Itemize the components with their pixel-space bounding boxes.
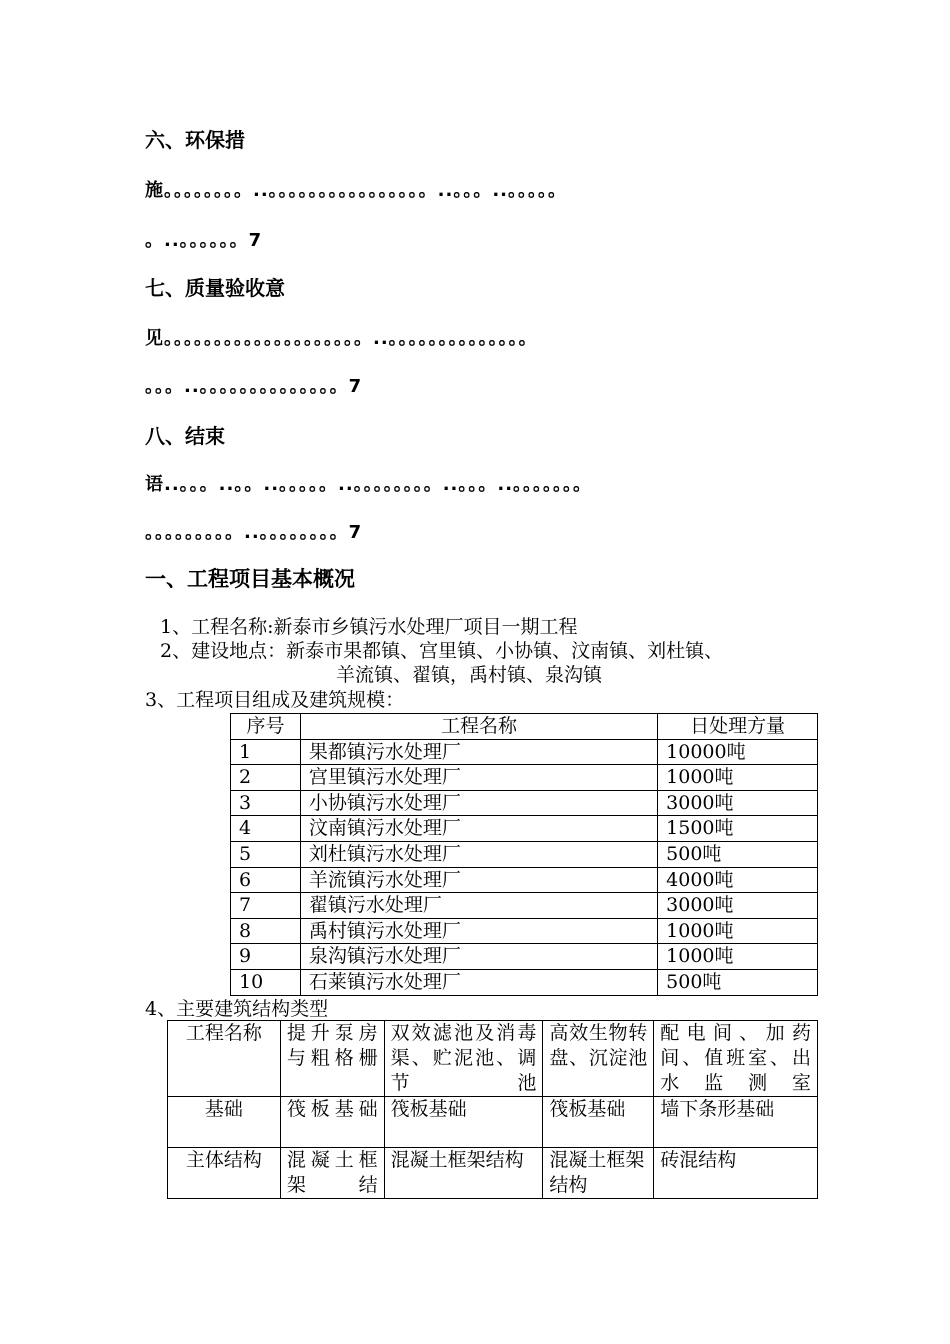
row-number: 7	[231, 893, 301, 919]
row-number: 1	[231, 739, 301, 765]
daily-capacity: 3000吨	[658, 790, 818, 816]
scale-table	[230, 713, 818, 996]
daily-capacity: 1000吨	[658, 918, 818, 944]
toc-leader-7b: 。。。..。。。。。。。。。。。。。。7	[145, 376, 363, 397]
item-composition: 3、工程项目组成及建筑规模：	[145, 689, 405, 711]
toc-title-8: 八、结束	[145, 424, 225, 448]
daily-capacity: 1500吨	[658, 816, 818, 842]
row-number: 4	[231, 816, 301, 842]
plant-name: 羊流镇污水处理厂	[300, 867, 657, 893]
toc-leader-8b: 。。。。。。。。。..。。。。。。。。7	[145, 522, 363, 543]
table-row	[231, 867, 818, 893]
daily-capacity: 1000吨	[658, 765, 818, 791]
item-structure-types: 4、主要建筑结构类型	[145, 998, 329, 1020]
row-number: 5	[231, 841, 301, 867]
item-project-name: 1、工程名称:新泰市乡镇污水处理厂项目一期工程	[160, 616, 578, 638]
table-header-row	[231, 714, 818, 740]
table-cell: 筏板基础	[384, 1097, 543, 1148]
table-cell: 墙下条形基础	[654, 1097, 818, 1148]
table-cell: 配电间、加药间、值班室、出水监测室	[654, 1021, 818, 1097]
table-row	[168, 1148, 818, 1199]
table-row	[231, 765, 818, 791]
col-header-name: 工程名称	[300, 714, 657, 740]
table-cell: 筏板基础	[280, 1097, 384, 1148]
toc-leader-6a: 施。。。。。。。。..。。。。。。。。。。。。。。。。..。。。..。。。。。	[145, 180, 568, 201]
toc-leader-7a: 见。。。。。。。。。。。。。。。。。。。。..。。。。。。。。。。。。。。	[145, 328, 538, 349]
toc-title-7: 七、质量验收意	[145, 276, 285, 300]
table-cell: 混凝土框架结构	[543, 1148, 654, 1199]
col-header-no: 序号	[231, 714, 301, 740]
table-cell: 主体结构	[168, 1148, 281, 1199]
section-heading: 一、工程项目基本概况	[145, 567, 355, 591]
daily-capacity: 500吨	[658, 841, 818, 867]
table-row	[231, 816, 818, 842]
table-row	[231, 790, 818, 816]
item-location-line2: 羊流镇、翟镇，禹村镇、泉沟镇	[336, 664, 603, 686]
table-row	[231, 918, 818, 944]
row-number: 8	[231, 918, 301, 944]
plant-name: 翟镇污水处理厂	[300, 893, 657, 919]
table-cell: 砖混结构	[654, 1148, 818, 1199]
row-number: 3	[231, 790, 301, 816]
table-row	[168, 1021, 818, 1097]
table-cell: 基础	[168, 1097, 281, 1148]
toc-title-6: 六、环保措	[145, 128, 245, 152]
table-cell: 高效生物转盘、沉淀池	[543, 1021, 654, 1097]
plant-name: 刘杜镇污水处理厂	[300, 841, 657, 867]
plant-name: 禹村镇污水处理厂	[300, 918, 657, 944]
row-number: 2	[231, 765, 301, 791]
table-cell: 提升泵房与粗格栅	[280, 1021, 384, 1097]
plant-name: 泉沟镇污水处理厂	[300, 944, 657, 970]
table-row	[231, 969, 818, 995]
plant-name: 汶南镇污水处理厂	[300, 816, 657, 842]
table-cell: 混凝土框架结	[280, 1148, 384, 1199]
col-header-capacity: 日处理方量	[658, 714, 818, 740]
toc-leader-6b: 。..。。。。。。7	[145, 230, 263, 251]
plant-name: 石莱镇污水处理厂	[300, 969, 657, 995]
plant-name: 宫里镇污水处理厂	[300, 765, 657, 791]
daily-capacity: 3000吨	[658, 893, 818, 919]
daily-capacity: 1000吨	[658, 944, 818, 970]
table-row	[231, 893, 818, 919]
table-row	[231, 841, 818, 867]
row-number: 10	[231, 969, 301, 995]
daily-capacity: 500吨	[658, 969, 818, 995]
table-row	[231, 944, 818, 970]
item-location-line1: 2、建设地点：新泰市果都镇、宫里镇、小协镇、汶南镇、刘杜镇、	[160, 640, 724, 662]
plant-name: 果都镇污水处理厂	[300, 739, 657, 765]
table-row	[168, 1097, 818, 1148]
daily-capacity: 4000吨	[658, 867, 818, 893]
table-cell: 筏板基础	[543, 1097, 654, 1148]
row-number: 6	[231, 867, 301, 893]
structure-table	[167, 1020, 818, 1199]
table-cell: 混凝土框架结构	[384, 1148, 543, 1199]
daily-capacity: 10000吨	[658, 739, 818, 765]
row-number: 9	[231, 944, 301, 970]
table-cell: 工程名称	[168, 1021, 281, 1097]
toc-leader-8a: 语..。。。..。。..。。。。。..。。。。。。。。..。。。..。。。。。。。	[145, 474, 593, 495]
plant-name: 小协镇污水处理厂	[300, 790, 657, 816]
table-cell: 双效滤池及消毒渠、贮泥池、调节池	[384, 1021, 543, 1097]
table-row	[231, 739, 818, 765]
